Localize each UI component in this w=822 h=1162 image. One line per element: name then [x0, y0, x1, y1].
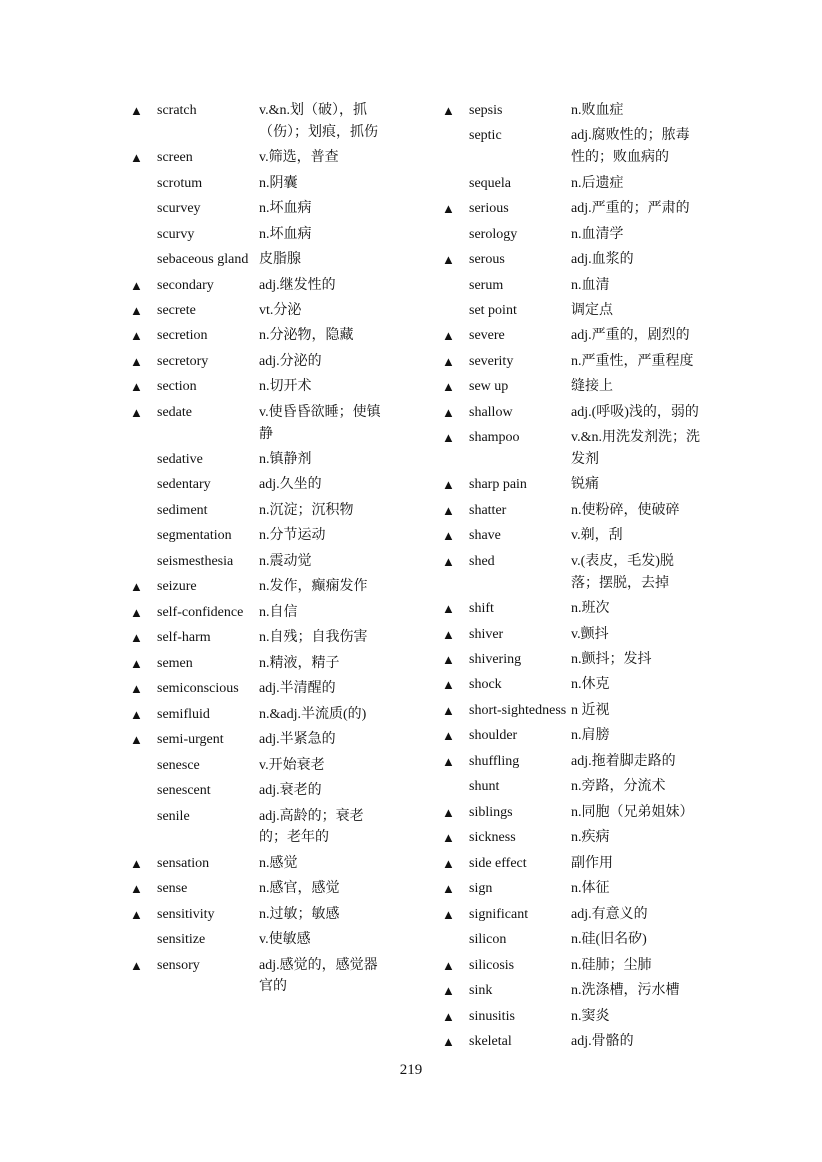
entry-term: severe — [469, 328, 505, 344]
glossary-entry — [442, 751, 742, 773]
entry-term: sew up — [469, 379, 509, 395]
glossary-entry — [442, 624, 742, 646]
entry-term: sepsis — [469, 103, 503, 118]
entry-term: siblings — [469, 804, 513, 820]
entry-definition: n.发作，癫痫发作 — [259, 579, 368, 595]
triangle-marker-icon: ▲ — [442, 1034, 455, 1050]
triangle-marker-icon: ▲ — [442, 379, 455, 395]
entry-definition: v.使昏昏欲睡；使镇静 — [259, 404, 381, 442]
glossary-entry — [442, 275, 742, 297]
entry-term: sink — [469, 983, 493, 999]
triangle-marker-icon: ▲ — [442, 626, 455, 642]
triangle-marker-icon: ▲ — [130, 103, 143, 118]
entry-term: semifluid — [157, 706, 210, 722]
glossary-entry — [442, 674, 742, 696]
glossary-entry — [130, 653, 430, 675]
entry-term: serious — [469, 201, 509, 217]
glossary-entry — [130, 275, 430, 297]
triangle-marker-icon: ▲ — [130, 957, 143, 973]
triangle-marker-icon: ▲ — [442, 103, 455, 118]
entry-definition: n.休克 — [571, 677, 610, 693]
entry-term: shampoo — [469, 430, 520, 446]
triangle-marker-icon: ▲ — [442, 881, 455, 897]
entry-definition: v.筛选，普查 — [259, 150, 339, 166]
triangle-marker-icon: ▲ — [130, 579, 143, 595]
triangle-marker-icon: ▲ — [130, 906, 143, 922]
entry-definition: n 近视 — [571, 702, 610, 718]
glossary-entry — [130, 474, 430, 496]
entry-term: segmentation — [157, 528, 232, 544]
triangle-marker-icon: ▲ — [442, 353, 455, 369]
glossary-entry — [130, 500, 430, 522]
entry-definition: n.后遗症 — [571, 175, 624, 191]
entry-definition: 调定点 — [571, 302, 613, 318]
glossary-entry — [130, 325, 430, 347]
entry-definition: n.沉淀；沉积物 — [259, 502, 354, 518]
glossary-entry — [130, 147, 430, 169]
glossary-entry — [442, 802, 742, 824]
entry-term: semiconscious — [157, 681, 239, 697]
entry-term: sensation — [157, 855, 210, 871]
triangle-marker-icon: ▲ — [442, 983, 455, 999]
glossary-entry — [442, 853, 742, 875]
entry-definition: adj.拖着脚走路的 — [571, 753, 676, 769]
triangle-marker-icon: ▲ — [442, 702, 455, 718]
triangle-marker-icon: ▲ — [130, 855, 143, 871]
entry-term: shallow — [469, 404, 513, 420]
triangle-marker-icon: ▲ — [130, 404, 143, 420]
triangle-marker-icon: ▲ — [130, 302, 143, 318]
entry-definition: adj.(呼吸)浅的，弱的 — [571, 404, 699, 420]
entry-term: sinusitis — [469, 1008, 515, 1024]
entry-term: semen — [157, 655, 193, 671]
glossary-entry — [130, 300, 430, 322]
entry-definition: n.坏血病 — [259, 226, 312, 242]
entry-definition: n.使粉碎，使破碎 — [571, 502, 680, 518]
entry-definition: v.开始衰老 — [259, 757, 325, 773]
entry-definition: n.败血症 — [571, 103, 624, 118]
entry-definition: n.血清 — [571, 277, 610, 293]
entry-term: serology — [469, 226, 518, 242]
entry-definition: adj.腐败性的；脓毒性的；败血病的 — [571, 128, 690, 166]
entry-term: seismesthesia — [157, 553, 234, 569]
entry-term: shoulder — [469, 728, 518, 744]
triangle-marker-icon: ▲ — [130, 379, 143, 395]
entry-definition: n.坏血病 — [259, 201, 312, 217]
entry-definition: n.血清学 — [571, 226, 624, 242]
triangle-marker-icon: ▲ — [130, 681, 143, 697]
entry-definition: adj.分泌的 — [259, 353, 322, 369]
glossary-entry — [442, 904, 742, 926]
entry-term: serous — [469, 252, 505, 268]
entry-definition: adj.半紧急的 — [259, 732, 336, 748]
entry-term: sensitize — [157, 932, 206, 948]
entry-definition: adj.久坐的 — [259, 477, 322, 493]
entry-term: significant — [469, 906, 529, 922]
glossary-entry — [442, 474, 742, 496]
entry-term: short-sightedness — [469, 702, 567, 718]
entry-definition: n.镇静剂 — [259, 452, 312, 467]
entry-term: shunt — [469, 779, 500, 795]
triangle-marker-icon: ▲ — [130, 328, 143, 344]
entry-term: sequela — [469, 175, 511, 191]
glossary-entry — [442, 725, 742, 747]
entry-term: sense — [157, 881, 188, 897]
entry-term: sediment — [157, 502, 208, 518]
entry-term: sign — [469, 881, 493, 897]
entry-definition: n.肩膀 — [571, 728, 610, 744]
entry-definition: adj.有意义的 — [571, 906, 648, 922]
glossary-entry — [442, 955, 742, 977]
glossary-entry — [130, 551, 430, 573]
glossary-entry — [442, 249, 742, 271]
entry-definition: n.自信 — [259, 604, 298, 620]
glossary-entry — [130, 704, 430, 726]
glossary-entry — [442, 598, 742, 620]
entry-definition: v.颤抖 — [571, 626, 609, 642]
entry-definition: n.疾病 — [571, 830, 610, 846]
entry-term: set point — [469, 302, 517, 318]
glossary-entry — [442, 325, 742, 347]
glossary-entry — [130, 100, 430, 143]
entry-term: shock — [469, 677, 502, 693]
glossary-entry — [442, 376, 742, 398]
glossary-entry — [130, 780, 430, 802]
entry-definition: n.严重性，严重程度 — [571, 353, 694, 369]
glossary-entry — [130, 806, 430, 849]
glossary-entry — [442, 500, 742, 522]
entry-definition: adj.骨骼的 — [571, 1034, 634, 1050]
glossary-entry — [442, 351, 742, 373]
entry-term: silicosis — [469, 957, 515, 973]
entry-term: shuffling — [469, 753, 520, 769]
left-column — [130, 100, 430, 1002]
entry-definition: v.使敏感 — [259, 932, 311, 948]
entry-definition: adj.继发性的 — [259, 277, 336, 293]
entry-term: sedative — [157, 452, 203, 467]
entry-term: scratch — [157, 103, 197, 118]
entry-definition: adj.衰老的 — [259, 783, 322, 799]
entry-term: scrotum — [157, 175, 203, 191]
entry-definition: n.&adj.半流质(的) — [259, 706, 367, 722]
triangle-marker-icon: ▲ — [442, 201, 455, 217]
entry-term: secrete — [157, 302, 196, 318]
triangle-marker-icon: ▲ — [442, 651, 455, 667]
entry-term: self-confidence — [157, 604, 244, 620]
entry-definition: n.洗涤槽，污水槽 — [571, 983, 680, 999]
glossary-entry — [130, 878, 430, 900]
triangle-marker-icon: ▲ — [442, 855, 455, 871]
triangle-marker-icon: ▲ — [442, 430, 455, 446]
entry-term: shivering — [469, 651, 522, 667]
entry-term: secretion — [157, 328, 208, 344]
entry-definition: adj.半清醒的 — [259, 681, 336, 697]
entry-term: shiver — [469, 626, 504, 642]
entry-term: senesce — [157, 757, 200, 773]
entry-definition: adj.严重的；严肃的 — [571, 201, 690, 217]
triangle-marker-icon: ▲ — [442, 677, 455, 693]
entry-definition: n.体征 — [571, 881, 610, 897]
entry-definition: v.&n.划（破），抓（伤）；划痕，抓伤 — [259, 103, 378, 140]
entry-term: screen — [157, 150, 193, 166]
triangle-marker-icon: ▲ — [130, 706, 143, 722]
entry-definition: 皮脂腺 — [259, 252, 301, 268]
glossary-entry — [130, 678, 430, 700]
glossary-entry — [442, 700, 742, 722]
glossary-entry — [442, 427, 742, 470]
triangle-marker-icon: ▲ — [442, 328, 455, 344]
entry-term: semi-urgent — [157, 732, 224, 748]
triangle-marker-icon: ▲ — [442, 830, 455, 846]
glossary-entry — [442, 198, 742, 220]
entry-term: sharp pain — [469, 477, 527, 493]
triangle-marker-icon: ▲ — [442, 404, 455, 420]
entry-definition: n.精液，精子 — [259, 655, 340, 671]
glossary-entry — [442, 100, 742, 122]
triangle-marker-icon: ▲ — [130, 732, 143, 748]
glossary-entry — [130, 249, 430, 271]
glossary-entry — [130, 955, 430, 998]
triangle-marker-icon: ▲ — [130, 150, 143, 166]
triangle-marker-icon: ▲ — [442, 601, 455, 617]
glossary-entry — [130, 402, 430, 445]
glossary-entry — [442, 224, 742, 246]
glossary-entry — [442, 980, 742, 1002]
glossary-entry — [130, 198, 430, 220]
glossary-entry — [442, 525, 742, 547]
entry-definition: n.硅(旧名矽) — [571, 932, 647, 948]
entry-definition: v.剃，刮 — [571, 528, 623, 544]
glossary-entry — [130, 627, 430, 649]
entry-definition: v.&n.用洗发剂洗；洗发剂 — [571, 430, 700, 467]
entry-term: sedate — [157, 404, 192, 420]
triangle-marker-icon: ▲ — [442, 553, 455, 569]
entry-definition: n.阴囊 — [259, 175, 298, 191]
glossary-entry — [442, 878, 742, 900]
glossary-entry — [442, 551, 742, 594]
glossary-entry — [130, 904, 430, 926]
entry-definition: n.感官，感觉 — [259, 881, 340, 897]
entry-definition: adj.感觉的，感觉器官的 — [259, 957, 378, 995]
triangle-marker-icon: ▲ — [442, 477, 455, 493]
triangle-marker-icon: ▲ — [442, 728, 455, 744]
entry-term: severity — [469, 353, 514, 369]
triangle-marker-icon: ▲ — [442, 804, 455, 820]
triangle-marker-icon: ▲ — [442, 528, 455, 544]
triangle-marker-icon: ▲ — [442, 753, 455, 769]
entry-term: shift — [469, 601, 494, 617]
entry-definition: adj.血浆的 — [571, 252, 634, 268]
glossary-entry — [442, 827, 742, 849]
entry-definition: n.同胞（兄弟姐妹） — [571, 804, 694, 820]
entry-definition: n.感觉 — [259, 855, 298, 871]
entry-definition: adj.严重的，剧烈的 — [571, 328, 690, 344]
glossary-entry — [442, 929, 742, 951]
triangle-marker-icon: ▲ — [130, 353, 143, 369]
entry-definition: n.自残；自我伤害 — [259, 630, 368, 646]
glossary-entry — [442, 776, 742, 798]
entry-term: sickness — [469, 830, 516, 846]
entry-definition: v.(表皮，毛发)脱落；摆脱，去掉 — [571, 553, 674, 591]
page-number: 219 — [399, 1062, 423, 1078]
glossary-entry — [442, 125, 742, 168]
glossary-entry — [442, 649, 742, 671]
triangle-marker-icon: ▲ — [442, 1008, 455, 1024]
triangle-marker-icon: ▲ — [442, 252, 455, 268]
entry-definition: n.旁路，分流术 — [571, 779, 666, 795]
glossary-entry — [130, 576, 430, 598]
glossary-entry — [130, 929, 430, 951]
entry-definition: n.颤抖；发抖 — [571, 651, 652, 667]
entry-definition: n.切开术 — [259, 379, 312, 395]
triangle-marker-icon: ▲ — [130, 630, 143, 646]
entry-term: section — [157, 379, 197, 395]
entry-definition: n.分节运动 — [259, 528, 326, 544]
entry-term: scurvy — [157, 226, 195, 242]
entry-definition: adj.高龄的；衰老的；老年的 — [259, 808, 364, 846]
glossary-entry — [442, 1006, 742, 1028]
glossary-entry — [442, 402, 742, 424]
triangle-marker-icon: ▲ — [442, 502, 455, 518]
entry-definition: 缝接上 — [571, 379, 613, 395]
entry-term: sedentary — [157, 477, 211, 493]
glossary-entry — [130, 729, 430, 751]
glossary-entry — [130, 449, 430, 471]
glossary-entry — [130, 853, 430, 875]
glossary-entry — [130, 224, 430, 246]
right-column — [442, 100, 742, 1057]
entry-term: secretory — [157, 353, 209, 369]
triangle-marker-icon: ▲ — [442, 906, 455, 922]
entry-term: sebaceous gland — [157, 252, 249, 268]
entry-term: shave — [469, 528, 501, 544]
glossary-entry — [130, 525, 430, 547]
glossary-entry — [442, 1031, 742, 1053]
entry-term: shatter — [469, 502, 507, 518]
entry-term: seizure — [157, 579, 197, 595]
entry-definition: n.分泌物，隐藏 — [259, 328, 354, 344]
triangle-marker-icon: ▲ — [442, 957, 455, 973]
entry-definition: n.班次 — [571, 601, 610, 617]
entry-definition: n.窦炎 — [571, 1008, 610, 1024]
triangle-marker-icon: ▲ — [130, 277, 143, 293]
entry-definition: n.震动觉 — [259, 553, 312, 569]
entry-term: sensory — [157, 957, 200, 973]
entry-term: septic — [469, 128, 502, 144]
triangle-marker-icon: ▲ — [130, 604, 143, 620]
entry-term: senile — [157, 808, 190, 824]
triangle-marker-icon: ▲ — [130, 655, 143, 671]
entry-term: serum — [469, 277, 504, 293]
entry-term: sensitivity — [157, 906, 215, 922]
entry-term: skeletal — [469, 1034, 512, 1050]
glossary-entry — [442, 173, 742, 195]
entry-definition: n.硅肺；尘肺 — [571, 957, 652, 973]
entry-term: scurvey — [157, 201, 201, 217]
glossary-entry — [130, 376, 430, 398]
entry-definition: n.过敏；敏感 — [259, 906, 340, 922]
entry-term: shed — [469, 553, 495, 569]
glossary-entry — [130, 602, 430, 624]
triangle-marker-icon: ▲ — [130, 881, 143, 897]
glossary-entry — [130, 173, 430, 195]
glossary-entry — [130, 351, 430, 373]
glossary-entry — [130, 755, 430, 777]
entry-definition: 锐痛 — [571, 477, 599, 493]
entry-term: self-harm — [157, 630, 211, 646]
entry-term: secondary — [157, 277, 214, 293]
glossary-entry — [442, 300, 742, 322]
entry-term: side effect — [469, 855, 527, 871]
entry-term: silicon — [469, 932, 507, 948]
entry-definition: 副作用 — [571, 855, 613, 871]
entry-definition: vt.分泌 — [259, 302, 302, 318]
entry-term: senescent — [157, 783, 211, 799]
